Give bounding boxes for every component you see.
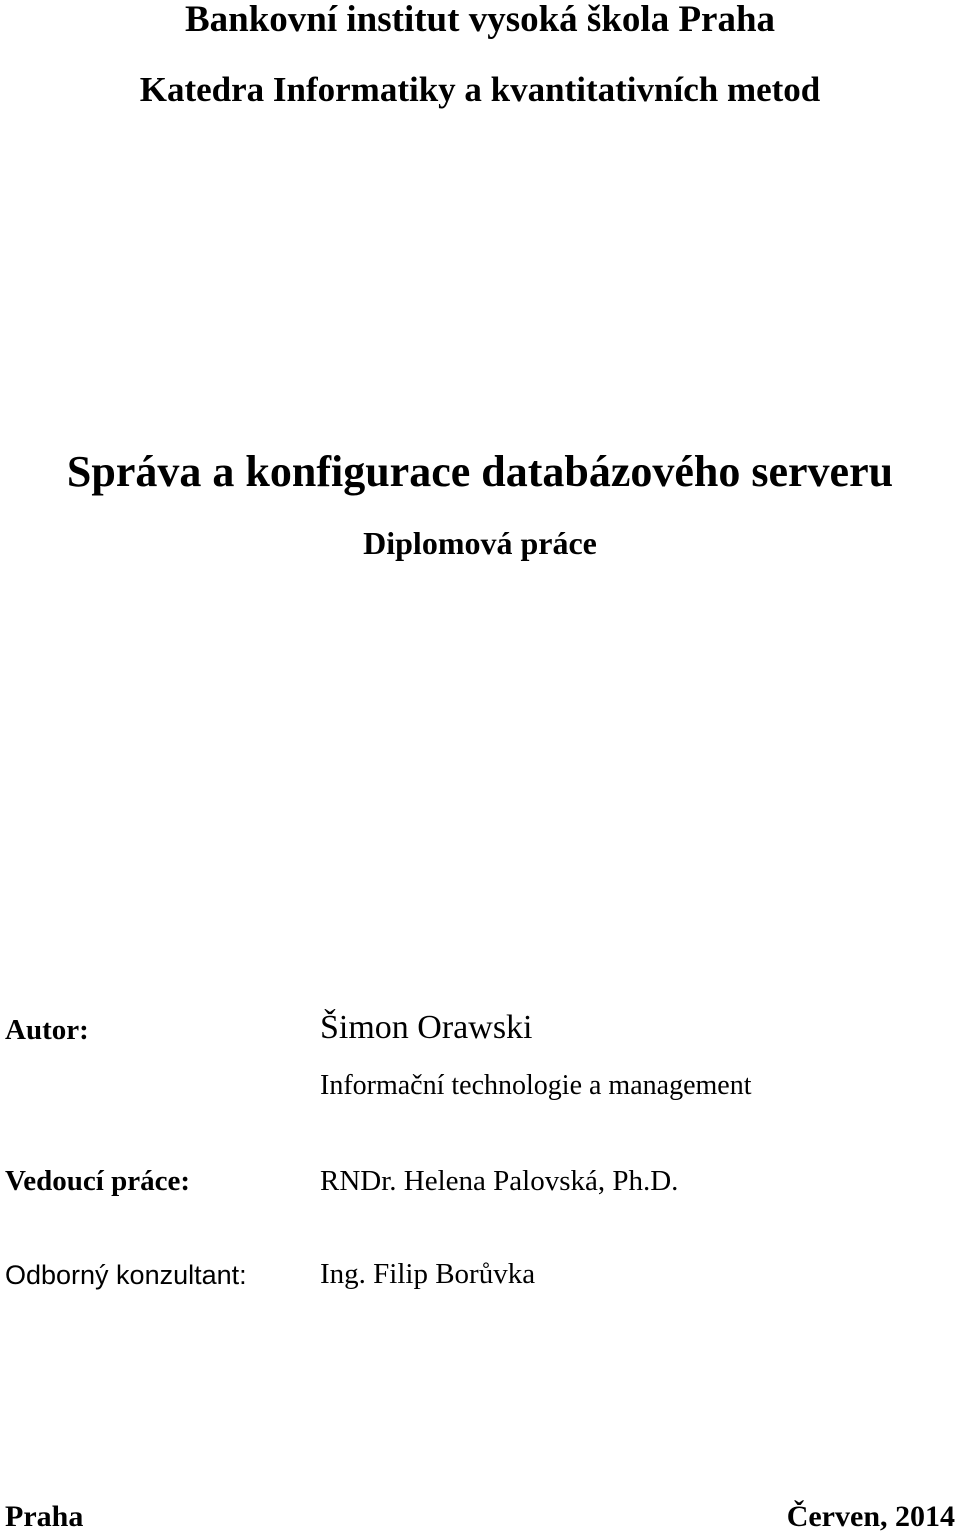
institution-name: Bankovní institut vysoká škola Praha [184,0,776,40]
place: Praha [5,1500,84,1533]
date: Červen, 2014 [786,1500,955,1533]
author-study-program: Informační technologie a management [320,1070,752,1101]
author-name: Šimon Orawski [320,1009,533,1046]
thesis-title: Správa a konfigurace databázového serveru [66,447,894,496]
consultant-name: Ing. Filip Borůvka [320,1258,536,1290]
consultant-label: Odborný konzultant: [5,1260,247,1290]
supervisor-label: Vedoucí práce: [5,1165,190,1197]
supervisor-name: RNDr. Helena Palovská, Ph.D. [320,1165,679,1197]
department-name: Katedra Informatiky a kvantitativních metod [139,70,821,109]
thesis-type: Diplomová práce [363,525,597,561]
author-label: Autor: [5,1014,89,1046]
